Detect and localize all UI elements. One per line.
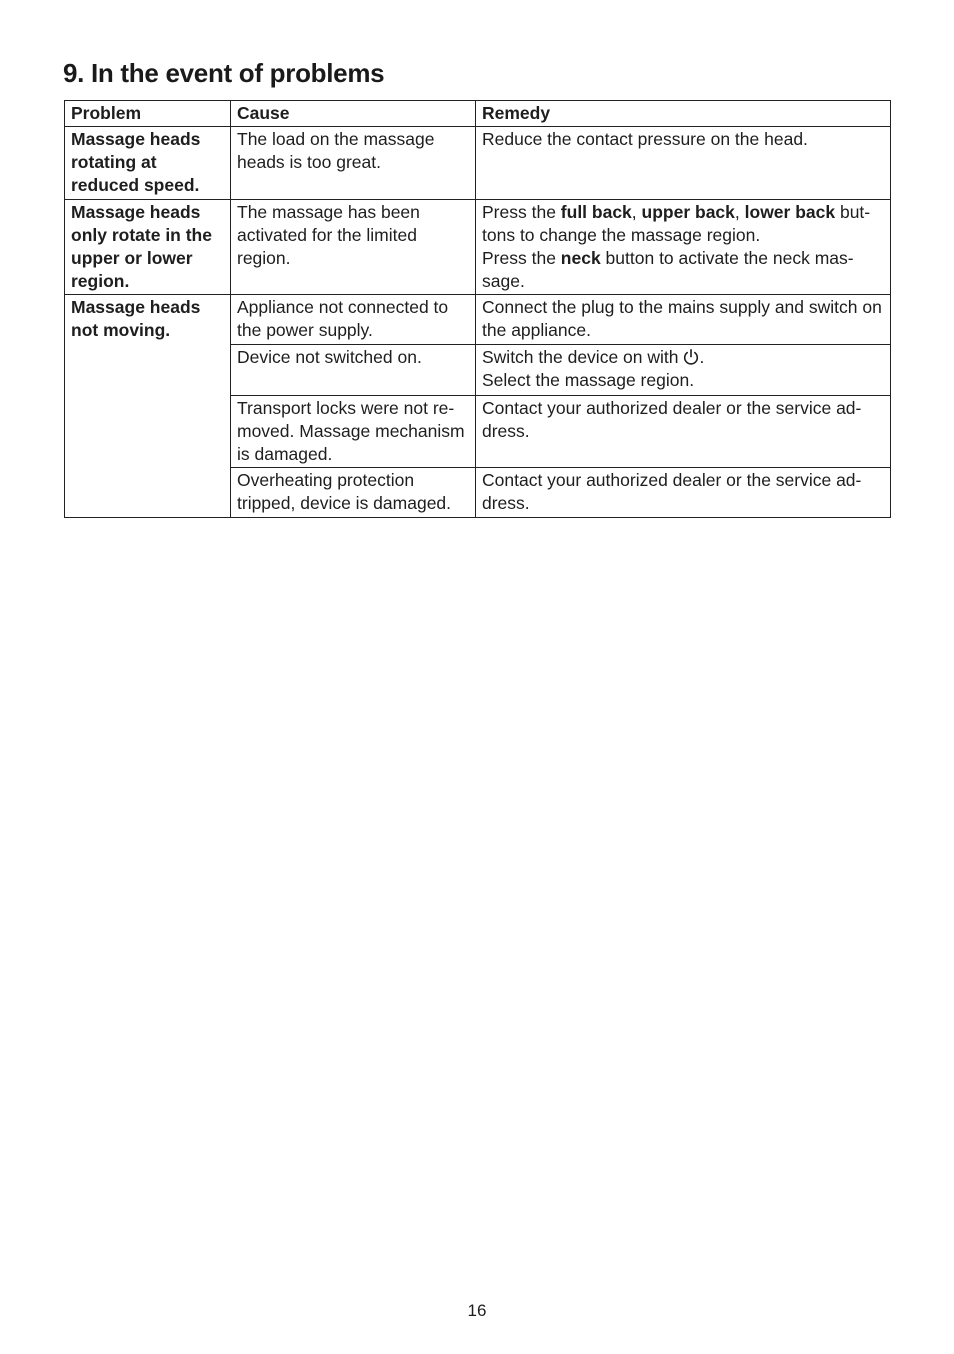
lower-back-label: lower back [744,202,836,222]
remedy-cell: Reduce the contact pressure on the head. [476,127,891,200]
remedy-cell [476,345,891,396]
remedy-cell: Contact your authorized dealer or the service ad-dress. [476,396,891,468]
troubleshooting-table [64,100,891,518]
problem-cell: Massage heads only rotate in the upper or lower region. [65,200,231,295]
remedy-text: but-tons to change the massage region. [482,202,871,245]
header-problem: Problem [65,101,231,127]
header-cause: Cause [231,101,476,127]
cause-cell: Device not switched on. [231,345,476,396]
remedy-text: Switch the device on with [482,347,679,367]
upper-back-label: upper back [641,202,735,222]
remedy-text: Press the [482,248,561,268]
page-title: 9. In the event of problems [63,58,385,88]
remedy-cell: Connect the plug to the mains supply and switch on the appliance. [476,295,891,345]
table-row [65,127,891,200]
problem-cell: Massage heads not moving. [65,295,231,518]
page-number: 16 [467,1301,487,1320]
remedy-text: . [699,347,705,367]
table-header-row [65,101,891,127]
remedy-cell: Contact your authorized dealer or the service ad-dress. [476,468,891,518]
cause-cell: The load on the massage heads is too great. [231,127,476,200]
full-back-label: full back [560,202,632,222]
table-row [65,295,891,345]
cause-cell: The massage has been activated for the limited region. [231,200,476,295]
table-row [65,200,891,295]
remedy-text: Press the [482,202,561,222]
remedy-paragraph [482,247,884,293]
remedy-line [482,346,884,369]
remedy-cell [476,200,891,295]
header-remedy: Remedy [476,101,891,127]
power-icon [682,348,700,366]
cause-cell: Appliance not connected to the power supply. [231,295,476,345]
remedy-line: Select the massage region. [482,370,695,390]
remedy-text: button to activate the neck mas-sage. [482,248,854,291]
remedy-text: , [631,202,642,222]
remedy-paragraph [482,201,884,247]
remedy-text: , [734,202,745,222]
cause-cell: Transport locks were not re-moved. Massage mechanism is damaged. [231,396,476,468]
problem-cell: Massage heads rotating at reduced speed. [65,127,231,200]
neck-label: neck [560,248,601,268]
cause-cell: Overheating protection tripped, device is damaged. [231,468,476,518]
